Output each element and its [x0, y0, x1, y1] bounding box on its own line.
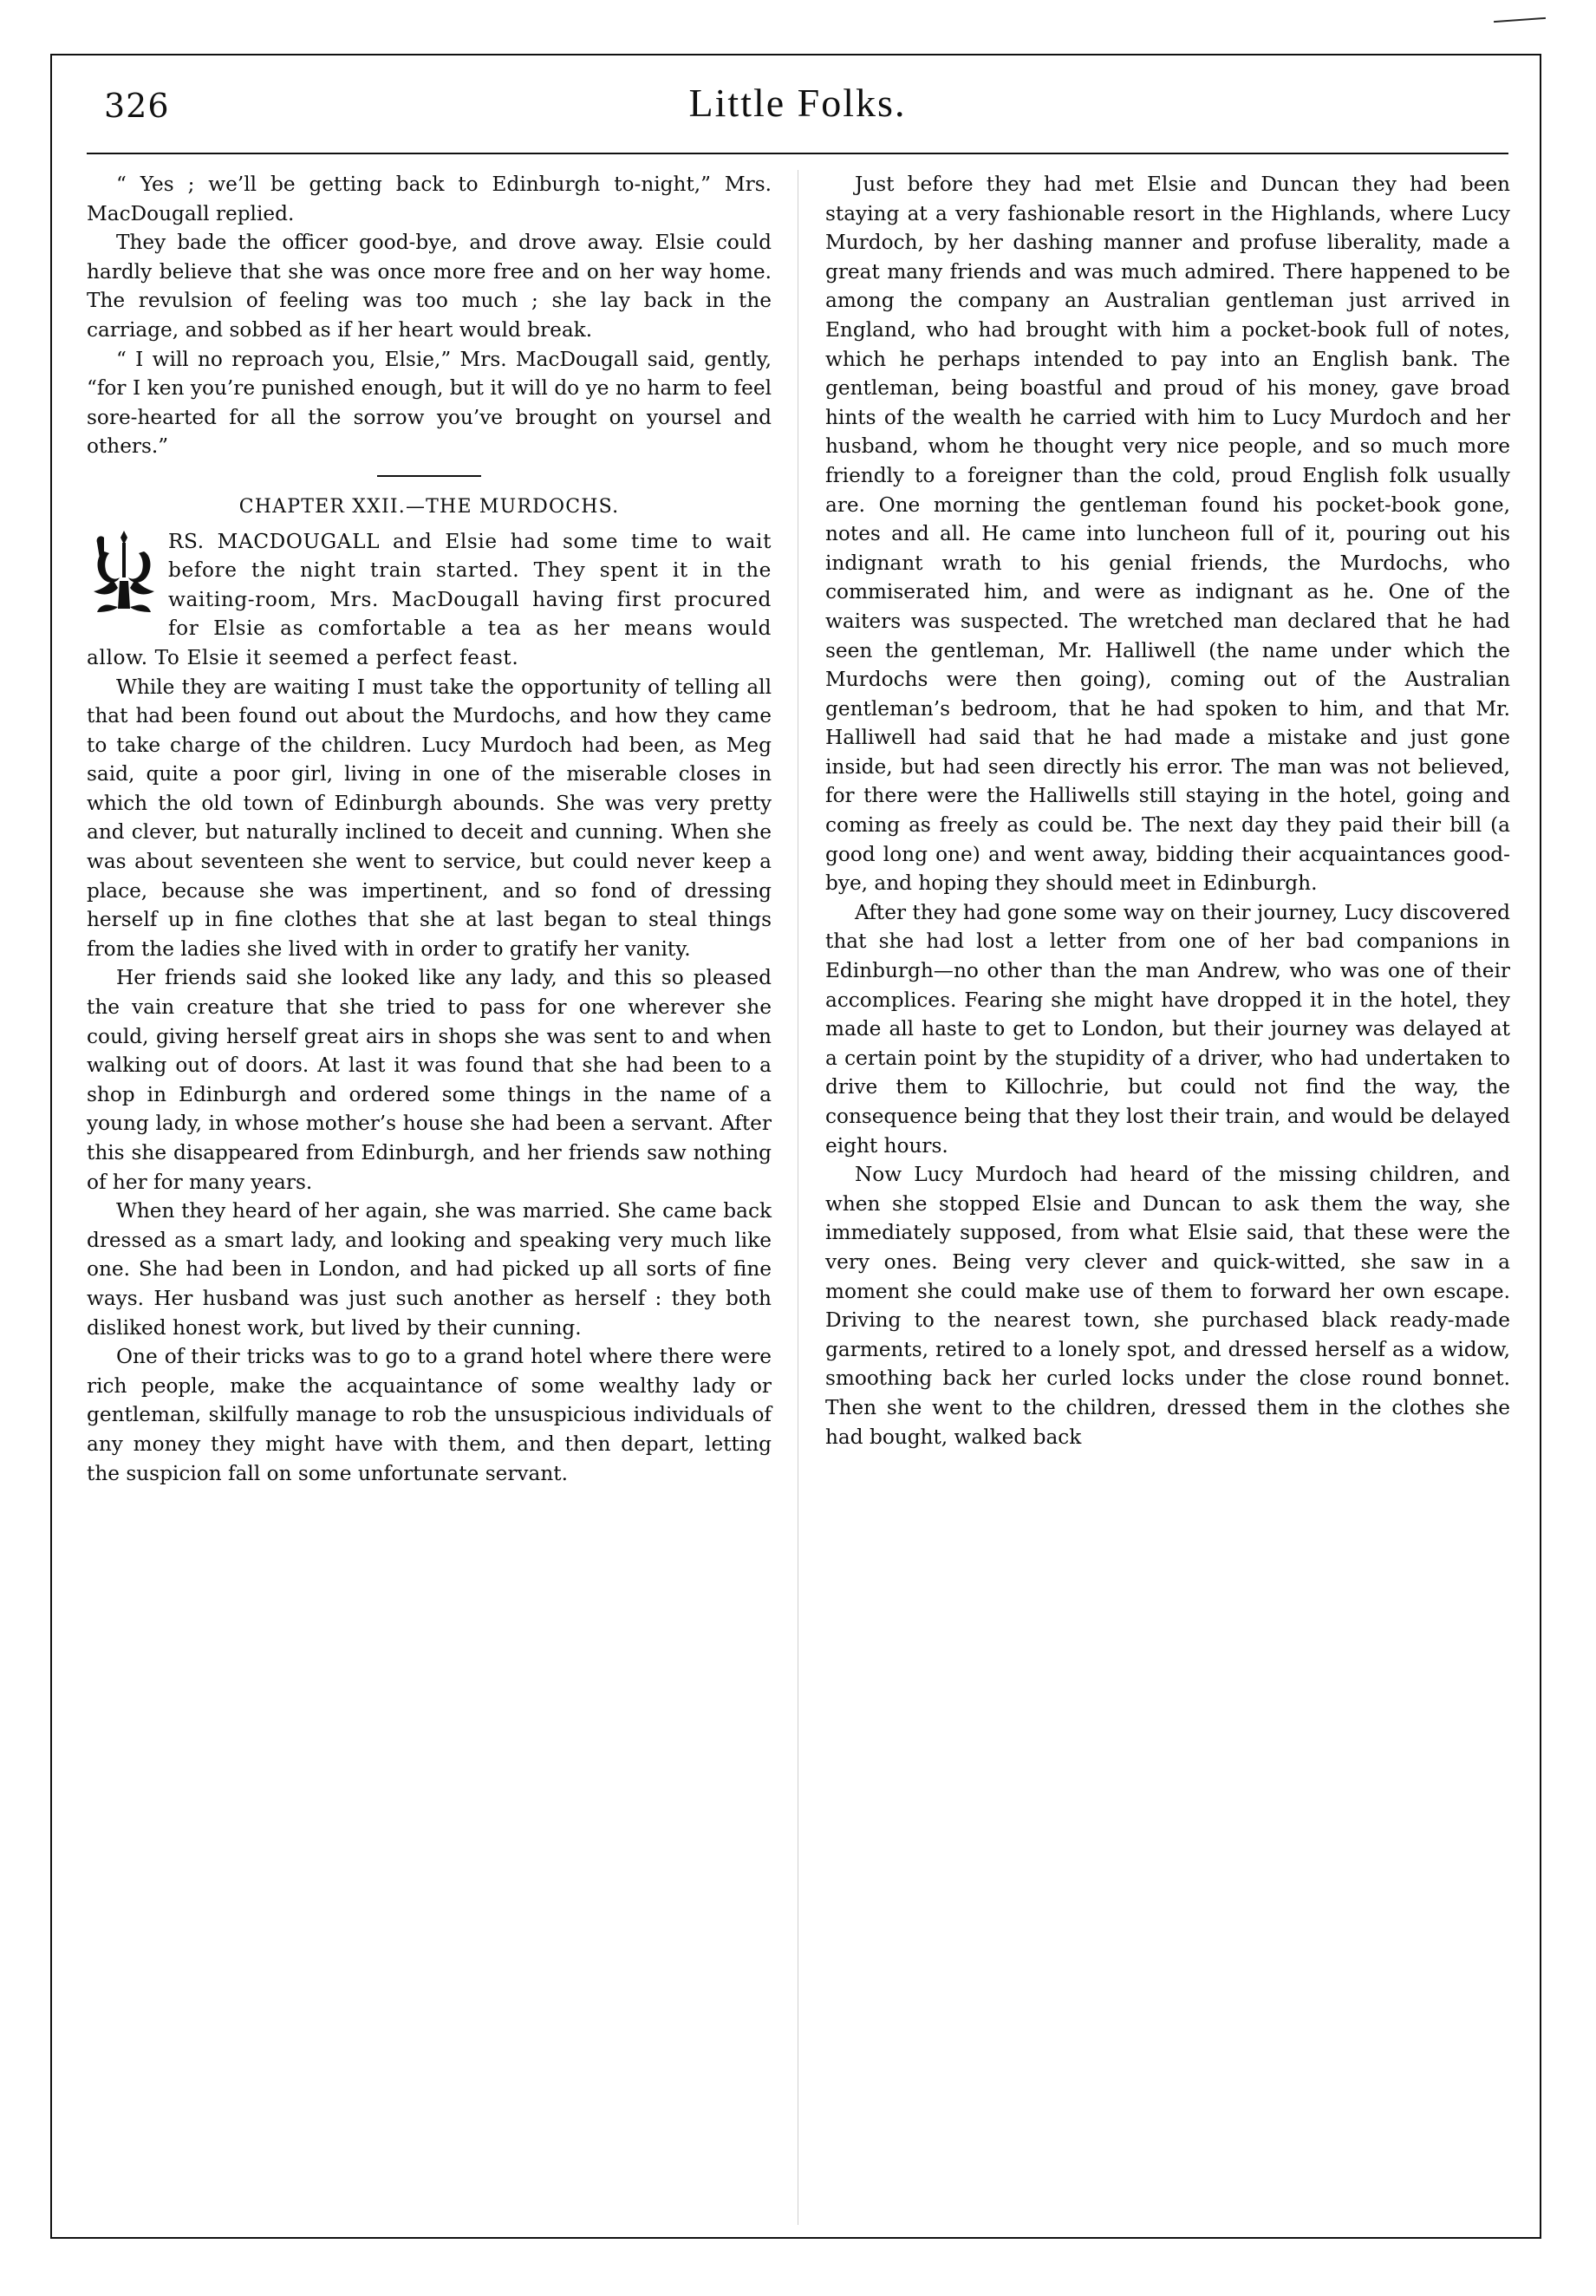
right-column	[825, 170, 1510, 1451]
paragraph: They bade the officer good-bye, and drove away. Elsie could hardly believe that she was once more free and on her way home. The revulsion of feeling was too much ; she lay back in the carriage, and sobbed as if her heart would break.	[87, 231, 772, 342]
paragraph: Now Lucy Murdoch had heard of the missing children, and when she stopped Elsie and Duncan to ask them the way, she immediately supposed, from what Elsie said, that these were the very ones. Being very clever and quick-witted, she saw in a moment she could make use of them to forward her own escape. Driving to the nearest town, she purchased black ready-made garments, retired to a lonely spot, and dressed herself as a widow, smoothing back her curled locks under the close round bonnet. Then she went to the children, dressed them in the clothes she had bought, walked back	[825, 1163, 1510, 1449]
paragraph: “ Yes ; we’ll be getting back to Edinburgh to-night,” Mrs. MacDougall replied.	[87, 173, 772, 225]
page-number: 326	[104, 87, 170, 125]
paragraph: After they had gone some way on their journey, Lucy discovered that she had lost a letter from one of her bad companions in Edinburgh—no other than the man Andrew, who was one of their accomplices. Fearing she might have dropped it in the hotel, they made all haste to get to London, but their journey was delayed at a certain point by the stupidity of a driver, who had undertaken to drive them to Killochrie, but could not find the way, the consequence being that they lost their train, and would be delayed eight hours.	[825, 900, 1510, 1158]
paragraph: One of their tricks was to go to a grand hotel where there were rich people, make the acquaintance of some wealthy lady or gentleman, skilfully manage to rob the unsuspicious individuals of any money they might have with them, and then depart, letting the suspicion fall on some unfortunate servant.	[87, 1345, 772, 1485]
dropcap-paragraph-text: RS. MACDOUGALL and Elsie had some time to wait before the night train started. They spent it in the waiting-room, Mrs. MacDougall having first procured for Elsie as comfortable a tea as her means would allow. To Elsie it seemed a perfect feast.	[87, 529, 772, 669]
dropcap-letter-m	[87, 529, 161, 616]
paragraph: “ I will no reproach you, Elsie,” Mrs. MacDougall said, gently, “for I ken you’re punished enough, but it will do ye no harm to feel sore-hearted for all the sorrow you’ve brought on yoursel and others.”	[87, 347, 772, 459]
scan-edge-mark	[1494, 17, 1546, 23]
header-rule	[87, 153, 1508, 154]
chapter-heading: CHAPTER XXII.—THE MURDOCHS.	[238, 495, 620, 518]
paragraph: Her friends said she looked like any lady, and this so pleased the vain creature that she tried to pass for one wherever she could, giving herself great airs in shops she was sent to and when walking out of doors. At last it was found that she had been to a shop in Edinburgh and ordered some things in the name of a young lady, in whose mother’s house she had been a servant. After this she disappeared from Edinburgh, and her friends saw nothing of her for many years.	[87, 966, 772, 1194]
running-title: Little Folks.	[688, 81, 907, 125]
paragraph: When they heard of her again, she was married. She came back dressed as a smart lady, and looking and speaking very much like one. She had been in London, and had picked up all sorts of fine ways. Her husband was just such another as herself : they both disliked honest work, but lived by their cunning.	[87, 1199, 772, 1340]
paragraph: While they are waiting I must take the opportunity of telling all that had been found out about the Murdochs, and how they came to take charge of the children. Lucy Murdoch had been, as Meg said, quite a poor girl, living in one of the miserable closes in which the old town of Edinburgh abounds. She was very pretty and clever, but naturally inclined to deceit and cunning. When she was about seventeen she went to service, but could never keep a place, because she was impertinent, and so fond of dressing herself up in fine clothes that she at last began to steal things from the ladies she lived with in order to gratify her vanity.	[87, 675, 772, 961]
body-text	[87, 170, 1510, 2225]
page-header	[95, 80, 1500, 149]
paragraph: Just before they had met Elsie and Duncan they had been staying at a very fashionable resort in the Highlands, where Lucy Murdoch, by her dashing manner and profuse liberality, made a great many friends and was much admired. There happened to be among the company an Australian gentleman just arrived in England, who had brought with him a pocket-book full of notes, which he perhaps intended to pay into an English bank. The gentleman, being boastful and proud of his money, gave broad hints of the wealth he carried with him to Lucy Murdoch and her husband, whom he thought very nice people, and so much more friendly to a foreigner than the cold, proud English folk usually are. One morning the gentleman found his pocket-book gone, notes and all. He came into luncheon full of it, pouring out his indignant wrath to his genial friends, the Murdochs, who commiserated him, and were as indignant as he. One of the waiters was suspected. The wretched man declared that he had seen the gentleman, Mr. Halliwell (the name under which the Murdochs were then going), coming out of the Australian gentleman’s bedroom, that he had spoken to him, and that Mr. Halliwell had said that he had made a mistake and just gone inside, but had seen directly his error. The man was not believed, for there were the Halliwells still staying in the hotel, going and coming as freely as could be. The next day they paid their bill (a good long one) and went away, bidding their acquaintances good-bye, and hoping they should meet in Edinburgh.	[825, 173, 1510, 896]
section-divider-rule	[377, 475, 481, 477]
dropcap-paragraph	[87, 527, 772, 673]
left-column	[87, 170, 772, 1488]
